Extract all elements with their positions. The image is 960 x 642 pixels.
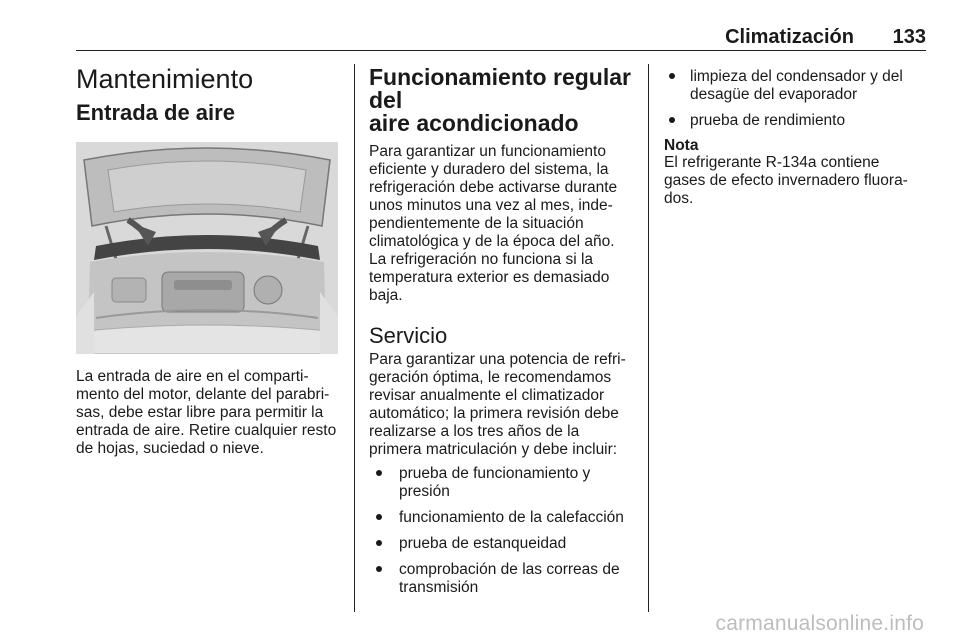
text-line: Para garantizar una potencia de refri-: [369, 351, 626, 368]
text-line: El refrigerante R-134a contiene: [664, 154, 880, 171]
watermark: carmanualsonline.info: [715, 612, 924, 635]
text-line: La refrigeración no funciona si la: [369, 251, 594, 268]
section-title-air-intake: Entrada de aire: [76, 100, 235, 125]
chapter-title: Mantenimiento: [76, 64, 254, 94]
column-right: [664, 68, 926, 208]
list-item: prueba de funcionamiento y presión: [369, 465, 635, 501]
bullet-icon: [669, 117, 675, 123]
note-label: Nota: [664, 137, 699, 154]
list-item: comprobación de las correas de transmisión: [369, 561, 635, 597]
text-line: refrigeración debe activarse durante: [369, 179, 618, 196]
list-item: funcionamiento de la calefacción: [369, 509, 635, 527]
column-divider: [648, 64, 649, 612]
bullet-icon: [376, 566, 382, 572]
service-paragraph: [369, 351, 635, 459]
title-line: Funcionamiento regular del: [369, 64, 631, 113]
text-line: temperatura exterior es demasiado: [369, 269, 610, 286]
column-middle: [369, 66, 635, 605]
text-line: pendientemente de la situación: [369, 215, 584, 232]
section-title-regular-operation: [369, 66, 635, 135]
column-left: [76, 62, 342, 458]
page-number: 133: [892, 26, 926, 48]
text-line: revisar anualmente el climatizador: [369, 387, 605, 404]
text-line: entrada de aire. Retire cualquier resto: [76, 422, 337, 439]
text-line: baja.: [369, 287, 403, 304]
text-line: de hojas, suciedad o nieve.: [76, 440, 264, 457]
bullet-icon: [376, 470, 382, 476]
regular-operation-paragraph: [369, 143, 635, 305]
text-line: dos.: [664, 190, 694, 207]
engine-bay-illustration: [76, 142, 338, 354]
section-title-service: Servicio: [369, 323, 448, 348]
column-divider: [354, 64, 355, 612]
list-item: prueba de estanqueidad: [369, 535, 635, 553]
text-line: climatológica y de la época del año.: [369, 233, 615, 250]
bullet-icon: [376, 514, 382, 520]
text-line: mento del motor, delante del parabri-: [76, 386, 330, 403]
text-line: La entrada de aire en el comparti-: [76, 368, 309, 385]
text-line: realizarse a los tres años de la: [369, 423, 580, 440]
list-item: limpieza del condensador y del desagüe del evaporador: [664, 68, 926, 104]
service-checklist-continued: [664, 68, 926, 130]
text-line: eficiente y duradero del sistema, la: [369, 161, 609, 178]
header-rule: [76, 50, 926, 51]
text-line: sas, debe estar libre para permitir la: [76, 404, 324, 421]
note-paragraph: [664, 154, 926, 208]
text-line: gases de efecto invernadero fluora-: [664, 172, 908, 189]
title-line: aire acondicionado: [369, 110, 579, 136]
text-line: Para garantizar un funcionamiento: [369, 143, 606, 160]
text-line: unos minutos una vez al mes, inde-: [369, 197, 613, 214]
list-item: prueba de rendimiento: [664, 112, 926, 130]
text-line: automático; la primera revisión debe: [369, 405, 619, 422]
bullet-icon: [376, 540, 382, 546]
bullet-icon: [669, 73, 675, 79]
text-line: geración óptima, le recomendamos: [369, 369, 612, 386]
air-intake-paragraph: [76, 368, 342, 458]
text-line: primera matriculación y debe incluir:: [369, 441, 618, 458]
service-checklist: [369, 465, 635, 597]
section-name: Climatización: [725, 26, 854, 48]
